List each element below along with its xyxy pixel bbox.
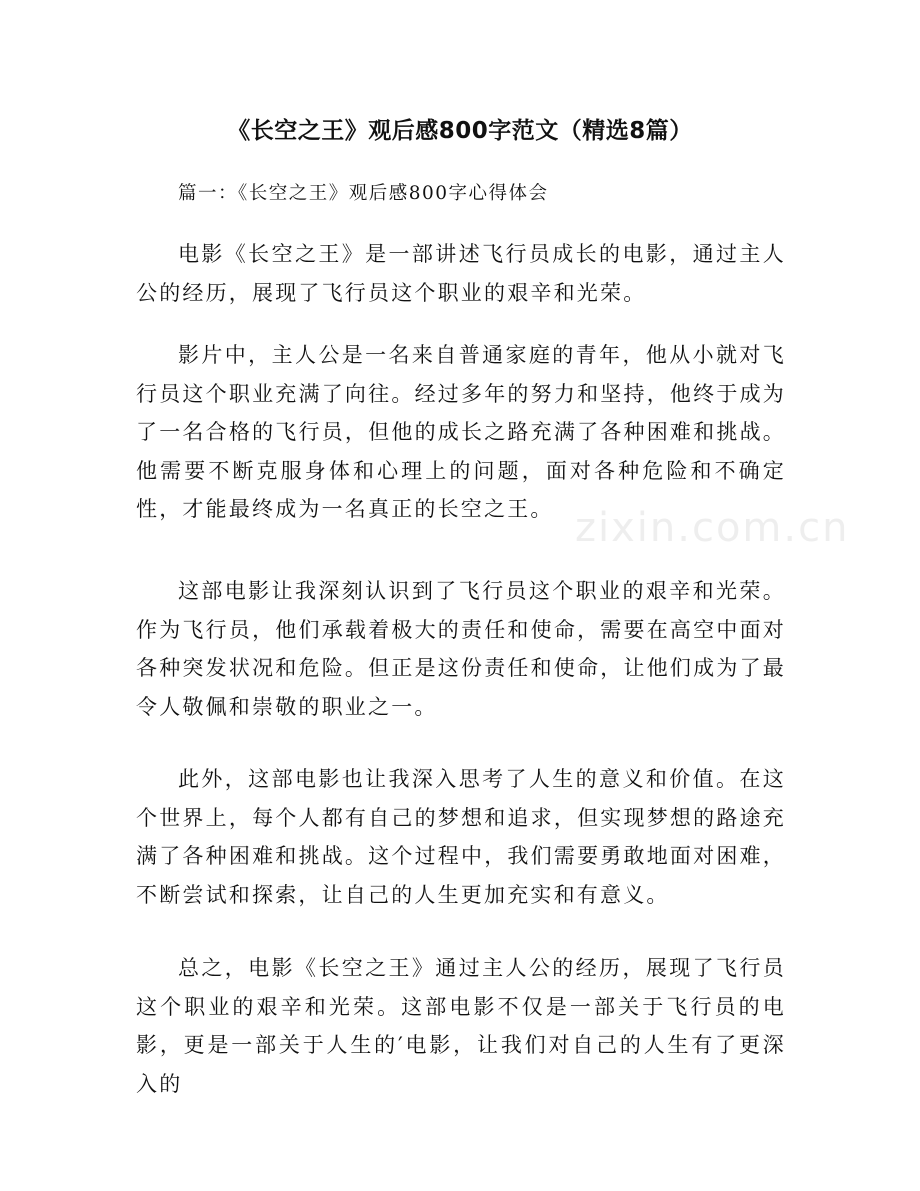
section-heading: 篇一：《长空之王》观后感800字心得体会 [178, 183, 549, 204]
watermark-text: zixin.com.cn [575, 505, 850, 551]
paragraph-3: 这部电影让我深刻认识到了飞行员这个职业的艰辛和光荣。作为飞行员，他们承载着极大的责任和使命，需要在高空中面对各种突发状况和危险。但正是这份责任和使命，让他们成为了最令人敬佩和崇敬的职业之一。 [136, 579, 786, 719]
paragraph-1: 电影《长空之王》是一部讲述飞行员成长的电影，通过主人公的经历，展现了飞行员这个职业的艰辛和光荣。 [136, 242, 786, 305]
paragraph-5: 总之，电影《长空之王》通过主人公的经历，展现了飞行员这个职业的艰辛和光荣。这部电影不仅是一部关于飞行员的电影，更是一部关于人生的′电影，让我们对自己的人生有了更深入的 [136, 956, 786, 1096]
document-title: 《长空之王》观后感800字范文（精选8篇） [227, 118, 693, 144]
paragraph-4: 此外，这部电影也让我深入思考了人生的意义和价值。在这个世界上，每个人都有自己的梦想和追求，但实现梦想的路途充满了各种困难和挑战。这个过程中，我们需要勇敢地面对困难，不断尝试和探索，让自己的人生更加充实和有意义。 [136, 767, 786, 907]
paragraph-2: 影片中，主人公是一名来自普通家庭的青年，他从小就对飞行员这个职业充满了向往。经过多年的努力和坚持，他终于成为了一名合格的飞行员，但他的成长之路充满了各种困难和挑战。他需要不断克服身体和心理上的问题，面对各种危险和不确定性，才能最终成为一名真正的长空之王。 [136, 343, 786, 521]
